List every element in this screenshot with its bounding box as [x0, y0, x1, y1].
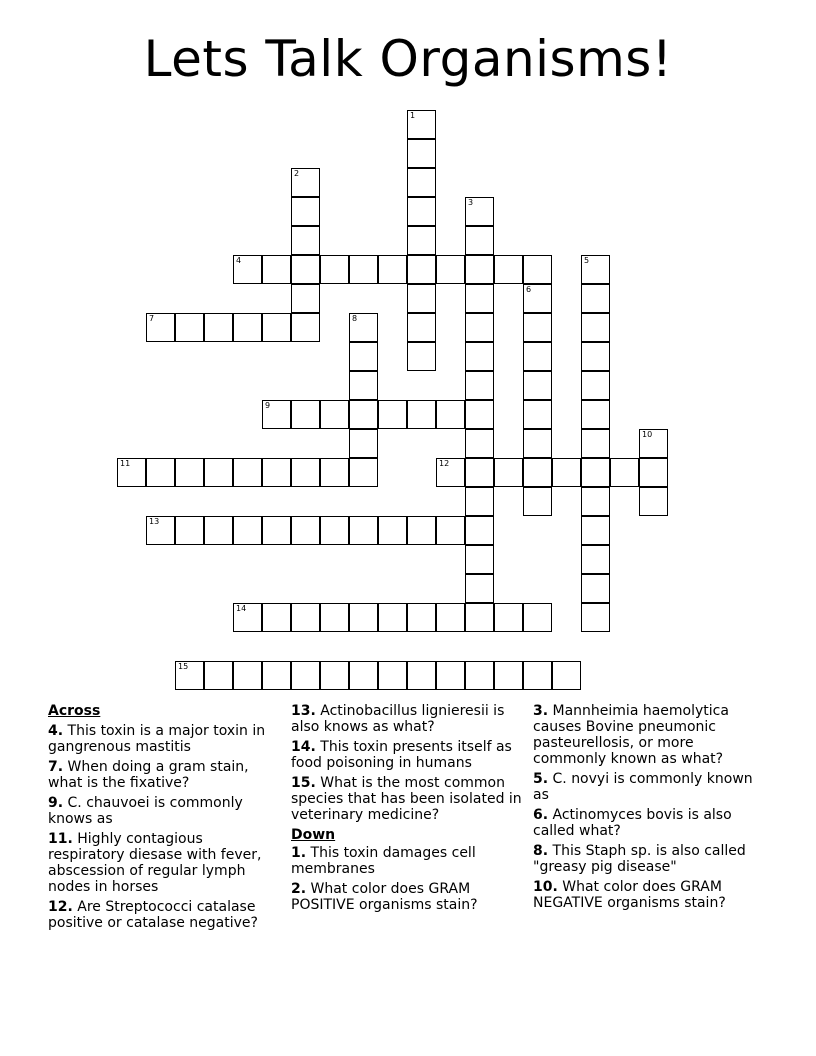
clue-across-12: 12. Are Streptococci catalase positive or catalase negative?: [48, 899, 258, 931]
grid-cell[interactable]: [523, 342, 552, 371]
down-heading: Down: [291, 827, 336, 843]
grid-cell[interactable]: [523, 429, 552, 458]
grid-cell[interactable]: [204, 661, 233, 690]
grid-cell[interactable]: [378, 400, 407, 429]
grid-cell[interactable]: [407, 139, 436, 168]
grid-cell[interactable]: [320, 255, 349, 284]
clue-down-1: 1. This toxin damages cell membranes: [291, 845, 476, 877]
grid-cell[interactable]: [581, 429, 610, 458]
clue-column-2: [291, 703, 523, 917]
grid-cell[interactable]: [349, 400, 378, 429]
grid-cell[interactable]: [494, 255, 523, 284]
grid-cell[interactable]: [581, 284, 610, 313]
grid-cell[interactable]: [465, 429, 494, 458]
grid-cell[interactable]: [581, 545, 610, 574]
grid-cell[interactable]: [523, 661, 552, 690]
grid-cell[interactable]: [465, 458, 494, 487]
grid-cell[interactable]: [320, 400, 349, 429]
grid-cell[interactable]: [494, 458, 523, 487]
cell-number: 8: [352, 314, 358, 323]
grid-cell[interactable]: [378, 516, 407, 545]
grid-cell[interactable]: [407, 661, 436, 690]
grid-cell[interactable]: [233, 603, 262, 632]
grid-cell[interactable]: [581, 313, 610, 342]
grid-cell[interactable]: [291, 255, 320, 284]
grid-cell[interactable]: [407, 168, 436, 197]
grid-cell[interactable]: [349, 429, 378, 458]
grid-cell[interactable]: [349, 313, 378, 342]
grid-cell[interactable]: [639, 487, 668, 516]
cell-number: 7: [149, 314, 155, 323]
grid-cell[interactable]: [581, 574, 610, 603]
cell-number: 2: [294, 169, 300, 178]
grid-cell[interactable]: [349, 255, 378, 284]
grid-cell[interactable]: [349, 661, 378, 690]
clue-down-6: 6. Actinomyces bovis is also called what?: [533, 807, 732, 839]
grid-cell[interactable]: [552, 661, 581, 690]
across-heading: Across: [48, 703, 101, 719]
grid-cell[interactable]: [291, 168, 320, 197]
grid-cell[interactable]: [523, 400, 552, 429]
grid-cell[interactable]: [436, 603, 465, 632]
grid-cell[interactable]: [320, 603, 349, 632]
grid-cell[interactable]: [175, 458, 204, 487]
grid-cell[interactable]: [378, 255, 407, 284]
grid-cell[interactable]: [465, 400, 494, 429]
grid-cell[interactable]: [291, 284, 320, 313]
grid-cell[interactable]: [552, 458, 581, 487]
grid-cell[interactable]: [291, 313, 320, 342]
grid-cell[interactable]: [465, 574, 494, 603]
grid-cell[interactable]: [175, 313, 204, 342]
grid-cell[interactable]: [146, 516, 175, 545]
grid-cell[interactable]: [407, 226, 436, 255]
cell-number: 4: [236, 256, 242, 265]
grid-cell[interactable]: [291, 516, 320, 545]
cell-number: 1: [410, 111, 416, 120]
grid-cell[interactable]: [465, 516, 494, 545]
grid-cell[interactable]: [291, 603, 320, 632]
grid-cell[interactable]: [436, 400, 465, 429]
grid-cell[interactable]: [581, 603, 610, 632]
grid-cell[interactable]: [349, 371, 378, 400]
grid-cell[interactable]: [320, 516, 349, 545]
clue-across-9: 9. C. chauvoei is commonly knows as: [48, 795, 243, 827]
clue-across-7: 7. When doing a gram stain, what is the fixative?: [48, 759, 249, 791]
grid-cell[interactable]: [233, 255, 262, 284]
grid-cell[interactable]: [407, 342, 436, 371]
cell-number: 9: [265, 401, 271, 410]
clue-down-3: 3. Mannheimia haemolytica causes Bovine pneumonic pasteurellosis, or more commonly known as what?: [533, 703, 729, 767]
clue-down-2: 2. What color does GRAM POSITIVE organisms stain?: [291, 881, 478, 913]
grid-cell[interactable]: [581, 400, 610, 429]
grid-cell[interactable]: [436, 255, 465, 284]
clue-across-4: 4. This toxin is a major toxin in gangrenous mastitis: [48, 723, 266, 755]
grid-cell[interactable]: [436, 516, 465, 545]
grid-cell[interactable]: [465, 255, 494, 284]
clue-column-3: [533, 703, 765, 915]
grid-cell[interactable]: [233, 516, 262, 545]
grid-cell[interactable]: [523, 603, 552, 632]
grid-cell[interactable]: [291, 458, 320, 487]
clue-down-5: 5. C. novyi is commonly known as: [533, 771, 753, 803]
grid-cell[interactable]: [262, 661, 291, 690]
grid-cell[interactable]: [465, 487, 494, 516]
grid-cell[interactable]: [262, 516, 291, 545]
grid-cell[interactable]: [523, 284, 552, 313]
clue-across-13: 13. Actinobacillus lignieresii is also knows as what?: [291, 703, 505, 735]
grid-cell[interactable]: [262, 313, 291, 342]
clue-down-8: 8. This Staph sp. is also called "greasy pig disease": [533, 843, 746, 875]
grid-cell[interactable]: [494, 603, 523, 632]
grid-cell[interactable]: [523, 487, 552, 516]
grid-cell[interactable]: [146, 458, 175, 487]
grid-cell[interactable]: [407, 603, 436, 632]
grid-cell[interactable]: [523, 255, 552, 284]
grid-cell[interactable]: [378, 603, 407, 632]
grid-cell[interactable]: [581, 255, 610, 284]
grid-cell[interactable]: [581, 342, 610, 371]
page-title: Lets Talk Organisms!: [143, 30, 673, 88]
grid-cell[interactable]: [407, 284, 436, 313]
grid-cell[interactable]: [146, 313, 175, 342]
grid-cell[interactable]: [349, 458, 378, 487]
grid-cell[interactable]: [262, 603, 291, 632]
grid-cell[interactable]: [204, 516, 233, 545]
grid-cell[interactable]: [494, 661, 523, 690]
grid-cell[interactable]: [407, 400, 436, 429]
cell-number: 6: [526, 285, 532, 294]
grid-cell[interactable]: [465, 284, 494, 313]
grid-cell[interactable]: [320, 458, 349, 487]
grid-cell[interactable]: [407, 110, 436, 139]
grid-cell[interactable]: [407, 197, 436, 226]
grid-cell[interactable]: [523, 371, 552, 400]
grid-cell[interactable]: [581, 371, 610, 400]
cell-number: 14: [236, 604, 247, 613]
cell-number: 3: [468, 198, 474, 207]
grid-cell[interactable]: [610, 458, 639, 487]
clue-column-1: [48, 703, 280, 935]
grid-cell[interactable]: [407, 255, 436, 284]
grid-cell[interactable]: [262, 458, 291, 487]
cell-number: 12: [439, 459, 450, 468]
grid-cell[interactable]: [465, 371, 494, 400]
grid-cell[interactable]: [465, 661, 494, 690]
grid-cell[interactable]: [349, 342, 378, 371]
grid-cell[interactable]: [407, 516, 436, 545]
grid-cell[interactable]: [349, 603, 378, 632]
grid-cell[interactable]: [436, 661, 465, 690]
grid-cell[interactable]: [378, 661, 407, 690]
clue-across-15: 15. What is the most common species that has been isolated in veterinary medicine?: [291, 775, 522, 823]
clue-across-14: 14. This toxin presents itself as food poisoning in humans: [291, 739, 512, 771]
grid-cell[interactable]: [262, 255, 291, 284]
grid-cell[interactable]: [175, 661, 204, 690]
grid-cell[interactable]: [407, 313, 436, 342]
clue-down-10: 10. What color does GRAM NEGATIVE organisms stain?: [533, 879, 726, 911]
grid-cell[interactable]: [465, 603, 494, 632]
grid-cell[interactable]: [465, 226, 494, 255]
grid-cell[interactable]: [436, 458, 465, 487]
grid-cell[interactable]: [291, 226, 320, 255]
grid-cell[interactable]: [262, 400, 291, 429]
grid-cell[interactable]: [465, 313, 494, 342]
grid-cell[interactable]: [581, 516, 610, 545]
grid-cell[interactable]: [204, 458, 233, 487]
grid-cell[interactable]: [349, 516, 378, 545]
cell-number: 11: [120, 459, 131, 468]
grid-cell[interactable]: [465, 197, 494, 226]
grid-cell[interactable]: [465, 545, 494, 574]
grid-cell[interactable]: [117, 458, 146, 487]
grid-cell[interactable]: [291, 197, 320, 226]
cell-number: 15: [178, 662, 189, 671]
cell-number: 13: [149, 517, 160, 526]
cell-number: 5: [584, 256, 590, 265]
grid-cell[interactable]: [465, 342, 494, 371]
grid-cell[interactable]: [204, 313, 233, 342]
clue-across-11: 11. Highly contagious respiratory diesase with fever, abscession of regular lymph nodes in horses: [48, 831, 262, 895]
grid-cell[interactable]: [581, 487, 610, 516]
grid-cell[interactable]: [175, 516, 204, 545]
grid-cell[interactable]: [320, 661, 349, 690]
grid-cell[interactable]: [291, 400, 320, 429]
grid-cell[interactable]: [523, 458, 552, 487]
grid-cell[interactable]: [523, 313, 552, 342]
cell-number: 10: [642, 430, 653, 439]
grid-cell[interactable]: [233, 661, 262, 690]
grid-cell[interactable]: [639, 458, 668, 487]
grid-cell[interactable]: [233, 458, 262, 487]
grid-cell[interactable]: [581, 458, 610, 487]
grid-cell[interactable]: [291, 661, 320, 690]
grid-cell[interactable]: [639, 429, 668, 458]
grid-cell[interactable]: [233, 313, 262, 342]
